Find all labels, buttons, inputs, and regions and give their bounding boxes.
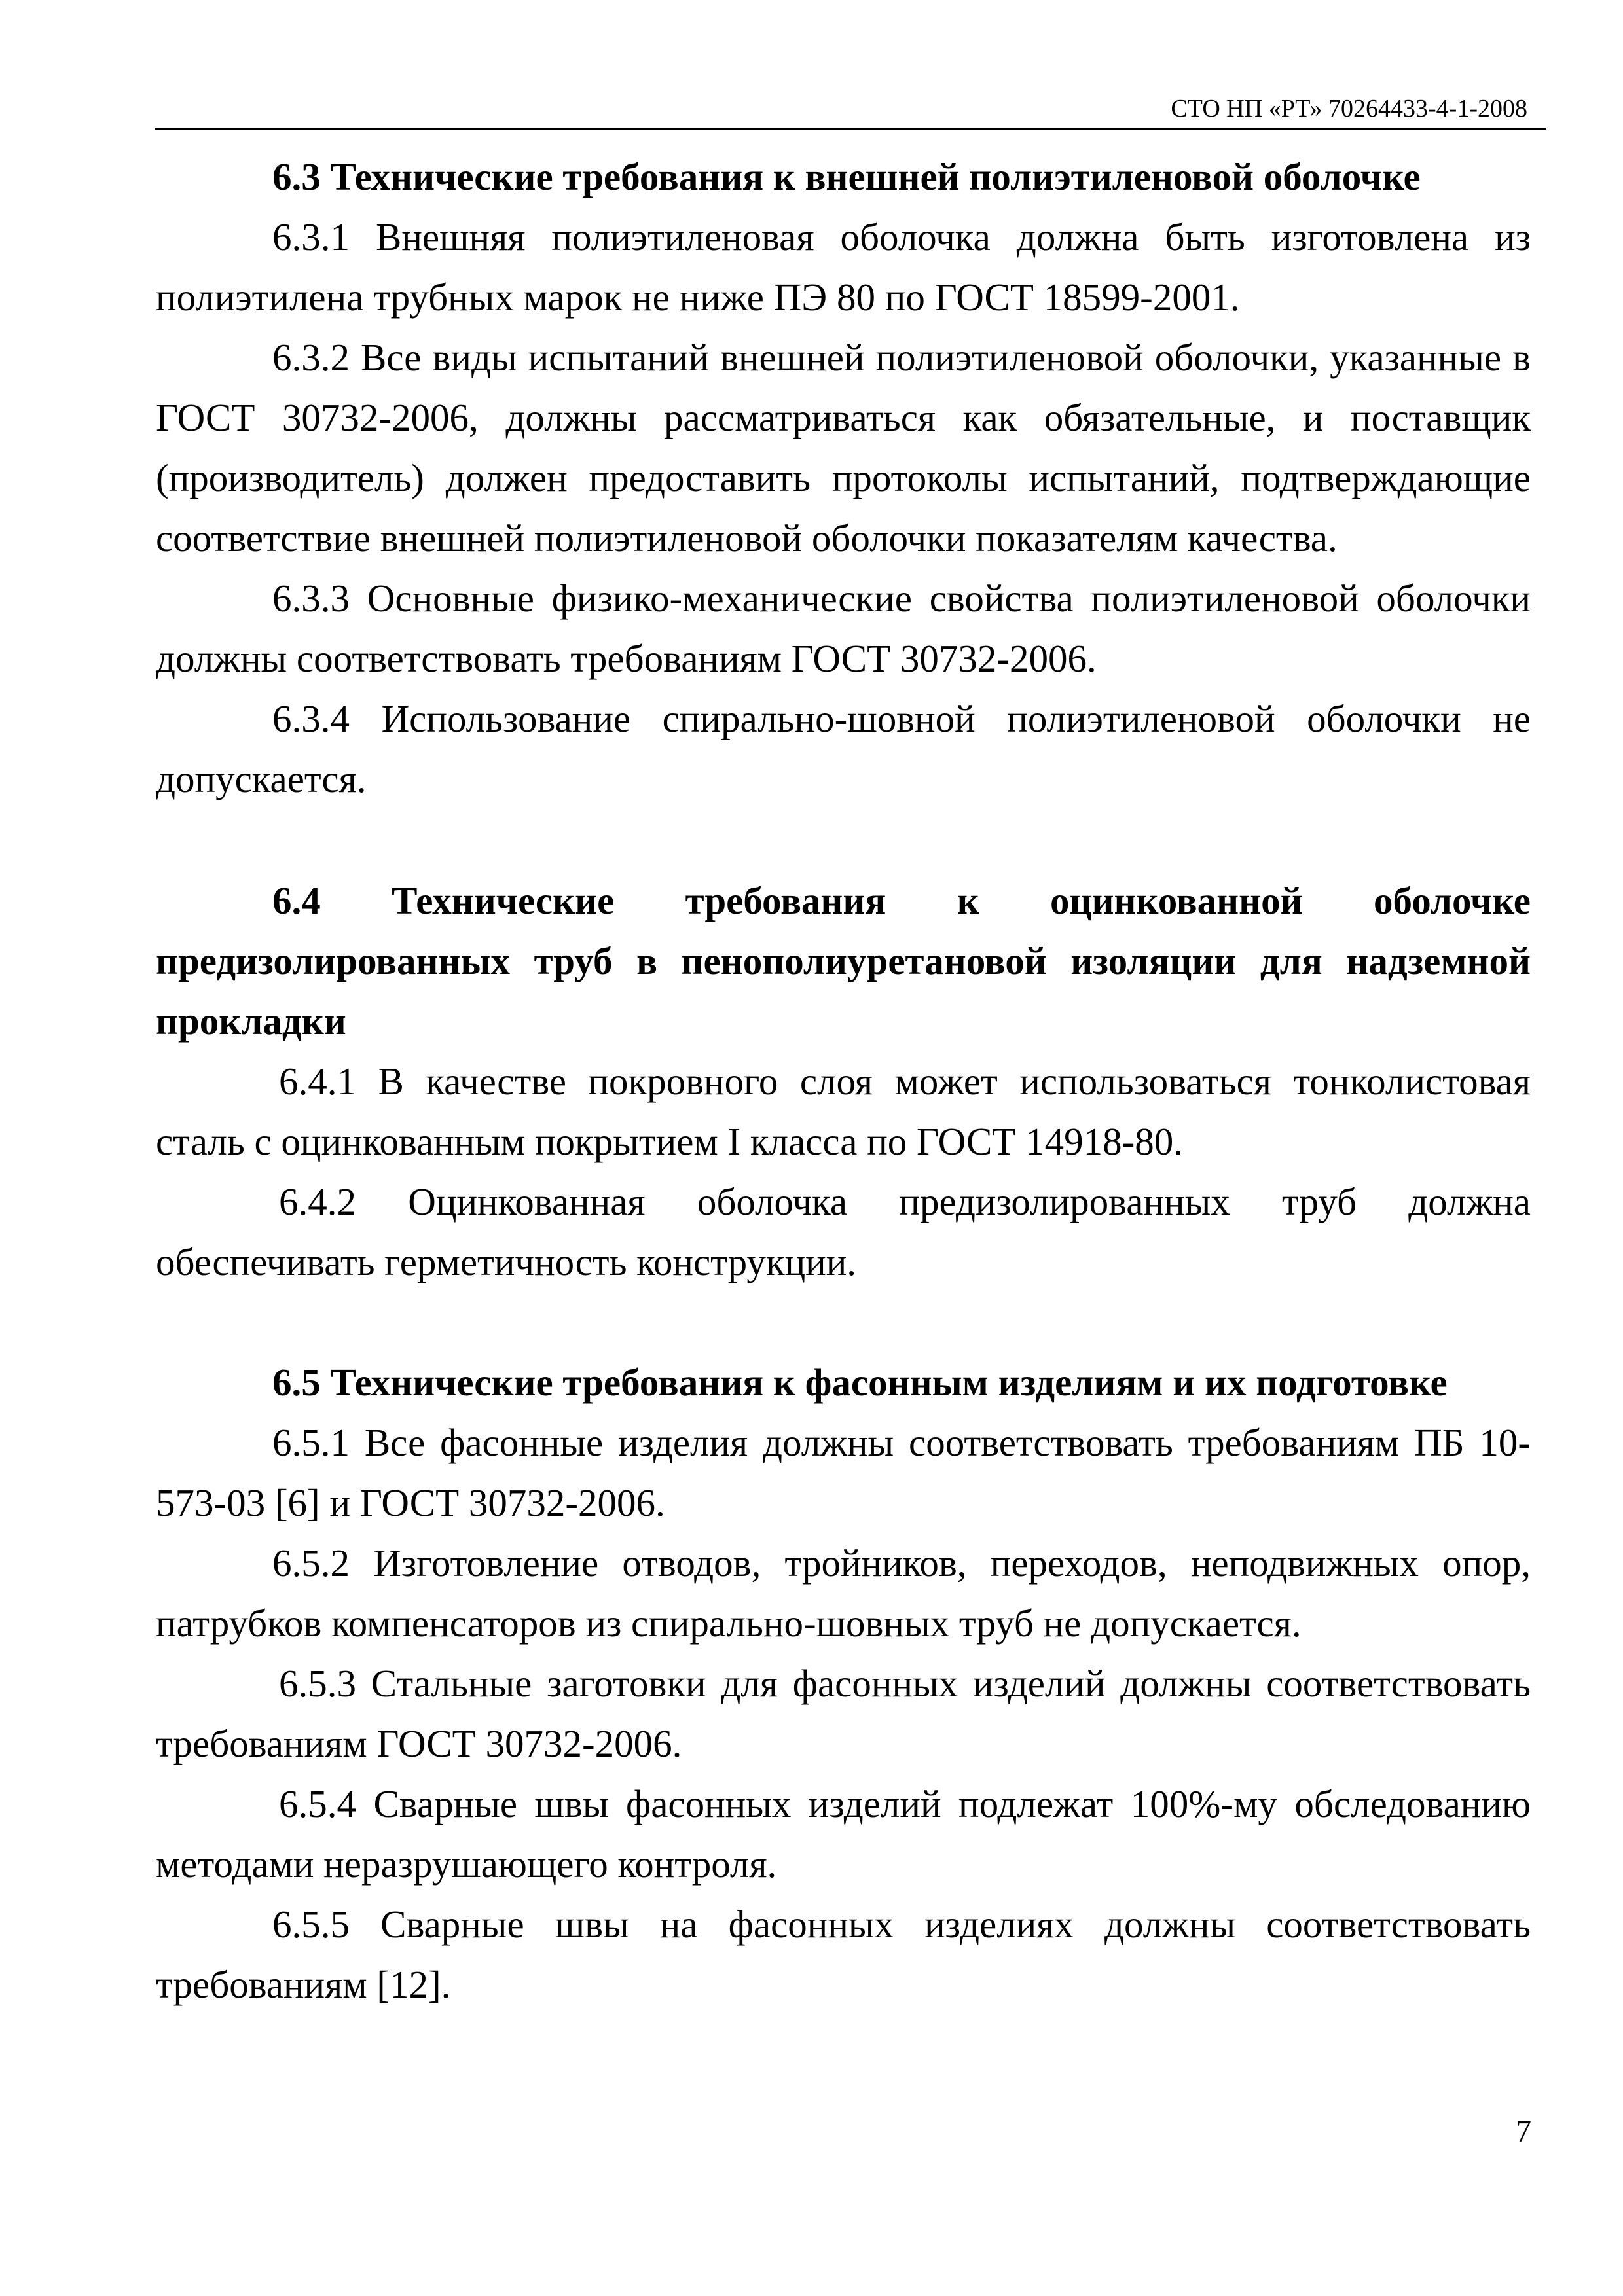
paragraph-6-3-1: 6.3.1 Внешняя полиэтиленовая оболочка должна быть изготовлена из полиэтилена трубных марок не ниже ПЭ 80 по ГОСТ 18599-2001. bbox=[156, 215, 1531, 319]
section-6-5-title: 6.5 Технические требования к фасонным изделиям и их подготовке bbox=[272, 1361, 1448, 1404]
page-body bbox=[156, 147, 1531, 2015]
header-rule bbox=[155, 128, 1546, 130]
paragraph-6-5-5: 6.5.5 Сварные швы на фасонных изделиях должны соответствовать требованиям [12]. bbox=[156, 1903, 1531, 2006]
paragraph-6-5-3: 6.5.3 Стальные заготовки для фасонных изделий должны соответствовать требованиям ГОСТ 30732-2006. bbox=[156, 1662, 1531, 1765]
paragraph-6-3-2: 6.3.2 Все виды испытаний внешней полиэтиленовой оболочки, указанные в ГОСТ 30732-2006, должны рассматриваться как обязательные, и поставщик (производитель) должен предоставить протоколы испытаний, подтверждающие соответствие внешней полиэтиленовой оболочки показателям качества. bbox=[156, 336, 1531, 560]
section-6-4-title: 6.4 Технические требования к оцинкованной оболочке предизолированных труб в пенополиуретановой изоляции для надземной прокладки bbox=[156, 879, 1531, 1043]
page-number: 7 bbox=[1516, 2114, 1531, 2149]
paragraph-6-3-4: 6.3.4 Использование спирально-шовной полиэтиленовой оболочки не допускается. bbox=[156, 697, 1531, 800]
paragraph-6-5-2: 6.5.2 Изготовление отводов, тройников, переходов, неподвижных опор, патрубков компенсаторов из спирально-шовных труб не допускается. bbox=[156, 1541, 1531, 1645]
document-code: СТО НП «РТ» 70264433-4-1-2008 bbox=[1171, 95, 1527, 122]
paragraph-6-5-1: 6.5.1 Все фасонные изделия должны соответствовать требованиям ПБ 10-573-03 [6] и ГОСТ 30732-2006. bbox=[156, 1421, 1531, 1524]
paragraph-6-5-4: 6.5.4 Сварные швы фасонных изделий подлежат 100%-му обследованию методами неразрушающего контроля. bbox=[156, 1782, 1531, 1886]
paragraph-6-3-3: 6.3.3 Основные физико-механические свойства полиэтиленовой оболочки должны соответствовать требованиям ГОСТ 30732-2006. bbox=[156, 577, 1531, 680]
paragraph-6-4-1: 6.4.1 В качестве покровного слоя может использоваться тонколистовая сталь с оцинкованным покрытием I класса по ГОСТ 14918-80. bbox=[156, 1060, 1531, 1163]
section-6-3-title: 6.3 Технические требования к внешней полиэтиленовой оболочке bbox=[272, 155, 1421, 198]
paragraph-6-4-2: 6.4.2 Оцинкованная оболочка предизолированных труб должна обеспечивать герметичность конструкции. bbox=[156, 1180, 1531, 1283]
